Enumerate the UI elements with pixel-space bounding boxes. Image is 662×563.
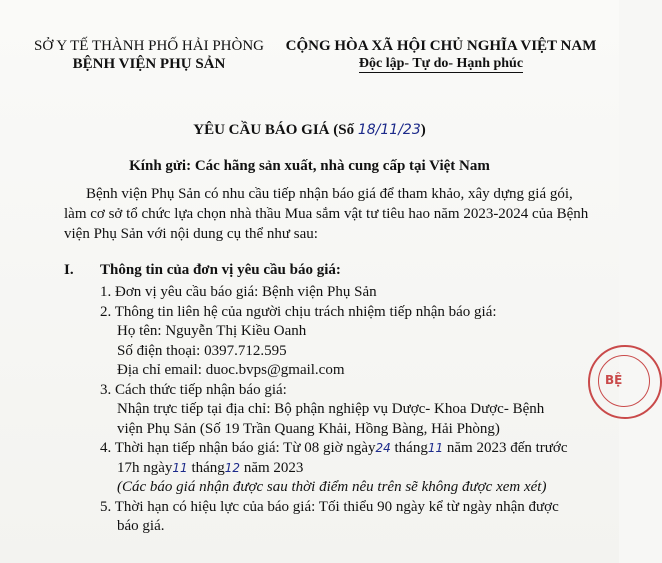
seal-text: BỆ (605, 373, 623, 387)
national-motto-block (282, 37, 600, 73)
item-3-line2: viện Phụ Sản (Số 19 Trần Quang Khải, Hồng Bàng, Hải Phòng) (117, 420, 500, 437)
title-close: ) (420, 122, 426, 138)
item-4-c: năm 2023 đến trước (443, 440, 568, 456)
salutation: Kính gửi: Các hãng sản xuất, nhà cung cấp tại Việt Nam (129, 158, 490, 174)
item-2-name: Họ tên: Nguyễn Thị Kiều Oanh (117, 323, 307, 339)
intro-line1: Bệnh viện Phụ Sản có nhu cầu tiếp nhận báo giá để tham khảo, xây dựng giá gói, (86, 186, 573, 202)
item-4-month1: 11 (427, 441, 444, 455)
item-3-line1: Nhận trực tiếp tại địa chỉ: Bộ phận nghiệp vụ Dược- Khoa Dược- Bệnh (117, 401, 545, 417)
seal-inner-ring (598, 355, 650, 407)
item-5-line2: báo giá. (117, 518, 165, 534)
item-4-line2 (100, 459, 605, 479)
org-line1: SỞ Y TẾ THÀNH PHỐ HẢI PHÒNG (33, 38, 264, 54)
intro-line2: làm cơ sở tổ chức lựa chọn nhà thầu Mua sắm vật tư tiêu hao năm 2023-2024 của Bệnh (64, 206, 589, 222)
item-4-day1: 24 (375, 441, 391, 455)
item-4-note: (Các báo giá nhận được sau thời điểm nêu trên sẽ không được xem xét) (117, 479, 547, 495)
info-list (100, 283, 605, 537)
item-4-month2: 12 (224, 460, 241, 475)
item-4-line2-a: 17h ngày (117, 459, 173, 476)
item-4-line2-c: năm 2023 (240, 459, 304, 476)
section-title: Thông tin của đơn vị yêu cầu báo giá: (100, 262, 341, 278)
issuing-org-block (24, 37, 274, 73)
item-2: 2. Thông tin liên hệ của người chịu trách nhiệm tiếp nhận báo giá: (100, 303, 497, 320)
item-2-phone: Số điện thoại: 0397.712.595 (117, 342, 287, 359)
item-4 (100, 439, 605, 459)
item-4-b: tháng (390, 440, 428, 456)
section-number: I. (64, 262, 74, 278)
item-4-day2: 11 (172, 460, 188, 475)
country-line2: Độc lập- Tự do- Hạnh phúc (358, 56, 524, 71)
section-heading (64, 262, 341, 279)
red-seal-stamp (588, 345, 662, 419)
title-number-handwritten: 18/11/23 (357, 122, 421, 138)
country-line1: CỘNG HÒA XÃ HỘI CHỦ NGHĨA VIỆT NAM (285, 38, 597, 54)
country-line2-wrapper (282, 55, 600, 73)
item-2-email: Địa chỉ email: duoc.bvps@gmail.com (117, 362, 345, 378)
item-1: 1. Đơn vị yêu cầu báo giá: Bệnh viện Phụ Sản (100, 284, 377, 300)
item-4-line2-b: tháng (187, 459, 225, 476)
item-3: 3. Cách thức tiếp nhận báo giá: (100, 381, 287, 398)
title-text: YÊU CẦU BÁO GIÁ (Số (193, 122, 358, 138)
intro-line3: viện Phụ Sản với nội dung cụ thể như sau: (64, 226, 318, 242)
intro-paragraph (64, 184, 604, 244)
document-title (0, 122, 619, 139)
item-5-line1: 5. Thời hạn có hiệu lực của báo giá: Tối thiểu 90 ngày kể từ ngày nhận được (100, 498, 559, 515)
item-4-a: 4. Thời hạn tiếp nhận báo giá: Từ 08 giờ ngày (100, 440, 376, 456)
org-line2: BỆNH VIỆN PHỤ SẢN (72, 56, 226, 72)
